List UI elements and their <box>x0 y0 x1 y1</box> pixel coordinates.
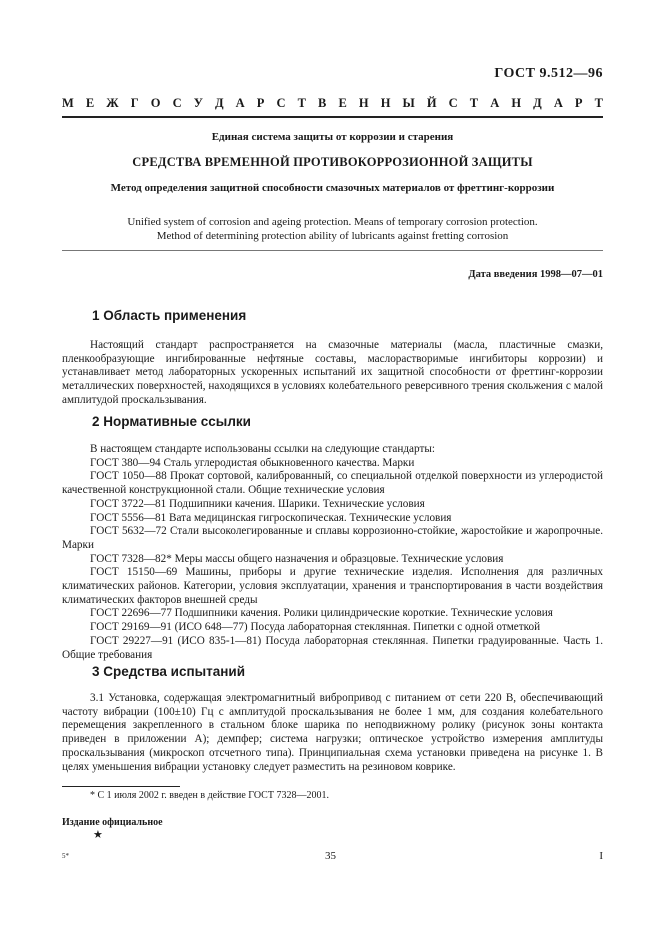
section-scope-heading: 1 Область применения <box>92 308 247 323</box>
test-means-paragraph: 3.1 Установка, содержащая электромагнитный вибропривод с питанием от сети 220 В, обеспечивающий частоту вибрации (100±10) Гц с амплитудой проскальзывания не более 1 мм, для создания колебательного перемещения закрепленного в стальном блоке шарика по неподвижному ролику (рисунок зоны контакта приведен в приложении А); демпфер; система нагрузки; оптическое устройство измерения амплитуды проскальзывания (микроскоп отсчетного типа). Принципиальная схема установки приведена на рисунке 1. В целях уменьшения вибрации установку следует разместить на резиновом коврике. <box>62 692 603 773</box>
reference-item: ГОСТ 380—94 Сталь углеродистая обыкновенного качества. Марки <box>90 456 415 469</box>
references-list <box>62 443 603 662</box>
title-divider <box>62 250 603 251</box>
section-references-heading: 2 Нормативные ссылки <box>92 414 251 429</box>
reference-item: ГОСТ 5556—81 Вата медицинская гигроскопическая. Технические условия <box>90 511 452 524</box>
method-title: Метод определения защитной способности смазочных материалов от фреттинг-коррозии <box>110 182 555 194</box>
reference-item: ГОСТ 1050—88 Прокат сортовой, калиброванный, со специальной отделкой поверхности из углеродистой качественной конструкционной стали. Общие технические условия <box>62 470 603 497</box>
reference-item: ГОСТ 29227—91 (ИСО 835-1—81) Посуда лабораторная стеклянная. Пипетки градуированные. Часть 1. Общие требования <box>62 634 603 661</box>
reference-item: ГОСТ 22696—77 Подшипники качения. Ролики цилиндрические короткие. Технические условия <box>90 607 553 620</box>
main-title: СРЕДСТВА ВРЕМЕННОЙ ПРОТИВОКОРРОЗИОННОЙ ЗАЩИТЫ <box>132 155 533 169</box>
reference-item: ГОСТ 5632—72 Стали высоколегированные и сплавы коррозионно-стойкие, жаростойкие и жаропрочные. Марки <box>62 525 603 551</box>
official-edition-label: Издание официальное <box>62 817 163 828</box>
english-title-line-1: Unified system of corrosion and ageing protection. Means of temporary corrosion protection. <box>127 216 538 228</box>
reference-item: ГОСТ 3722—81 Подшипники качения. Шарики. Технические условия <box>90 497 425 510</box>
english-title <box>62 215 603 243</box>
standard-code: ГОСТ 9.512—96 <box>494 66 603 81</box>
english-title-line-2: Method of determining protection ability of lubricants against fretting corrosion <box>156 230 509 242</box>
footnote-divider <box>62 786 180 787</box>
reference-item: ГОСТ 15150—69 Машины, приборы и другие технические изделия. Исполнения для различных климатических районов. Категории, условия эксплуатации, хранения и транспортирования в части воздействия климатических факторов внешней среды <box>62 566 603 606</box>
page-number: 35 <box>325 850 336 862</box>
star-icon: ★ <box>93 829 103 841</box>
signature-mark: 5* <box>62 852 69 860</box>
header-divider <box>62 116 603 118</box>
scope-paragraph: Настоящий стандарт распространяется на смазочные материалы (масла, пластичные смазки, пленкообразующие ингибированные нефтяные составы, маслорастворимые ингибиторы коррозии) и устанавливает метод лабораторных ускоренных испытаний их защитной способности от фреттинг-коррозии металлических поверхностей, находящихся в условиях колебательного реверсивного трения скольжения с малой амплитудой проскальзывания. <box>62 339 603 406</box>
reference-item: ГОСТ 7328—82* Меры массы общего назначения и образцовые. Технические условия <box>90 552 504 565</box>
reference-intro: В настоящем стандарте использованы ссылки на следующие стандарты: <box>90 443 435 455</box>
interstate-standard-banner: М Е Ж Г О С У Д А Р С Т В Е Н Н Ы Й С Т А Н Д А Р Т <box>62 96 603 110</box>
volume-mark: I <box>599 850 603 862</box>
section-scope-body <box>62 339 603 408</box>
section-test-means-heading: 3 Средства испытаний <box>92 664 246 679</box>
section-test-means-body <box>62 692 603 774</box>
footnote: * С 1 июля 2002 г. введен в действие ГОСТ 7328—2001. <box>90 790 329 801</box>
introduction-date: Дата введения 1998—07—01 <box>468 269 603 280</box>
reference-item: ГОСТ 29169—91 (ИСО 648—77) Посуда лабораторная стеклянная. Пипетки с одной отметкой <box>90 621 541 634</box>
system-title: Единая система защиты от коррозии и старения <box>211 131 454 143</box>
